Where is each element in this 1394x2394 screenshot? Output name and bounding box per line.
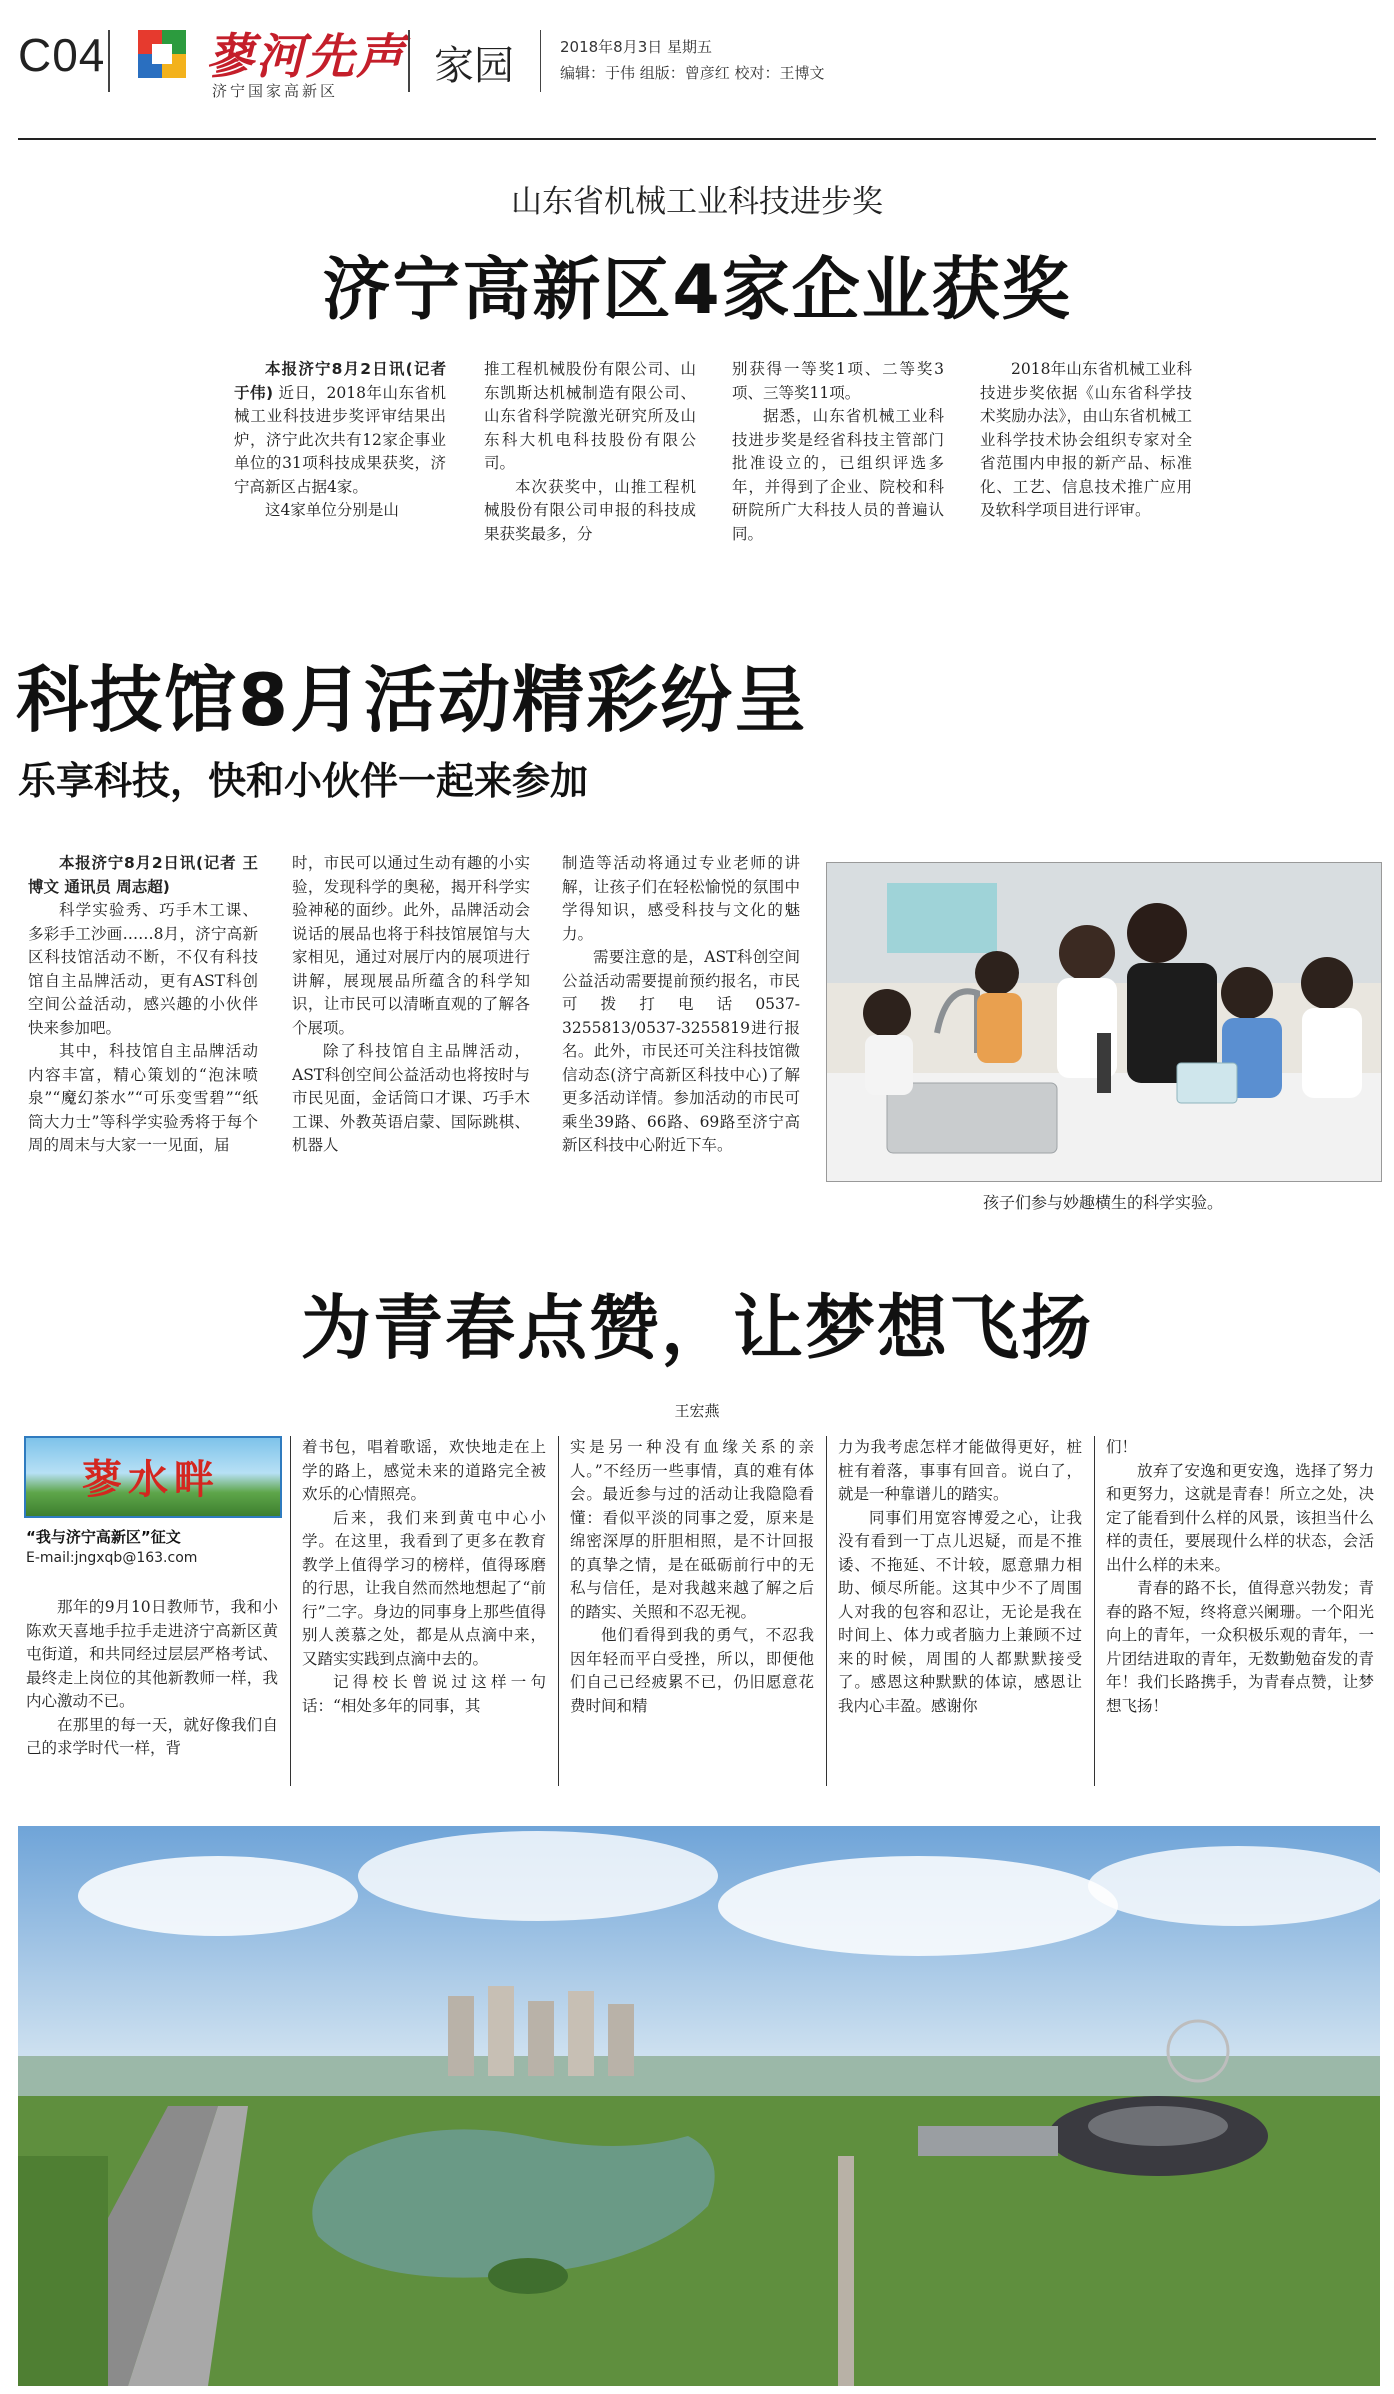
story3-paragraph: 力为我考虑怎样才能做得更好，桩桩有着落，事事有回音。说白了，就是一种靠谱儿的踏实。: [838, 1438, 1082, 1503]
story1-paragraph: 据悉，山东省机械工业科技进步奖是经省科技主管部门批准设立的，已组织评选多年，并得到了企业、院校和科研院所广大科技人员的普遍认同。: [732, 407, 944, 543]
story3-paragraph: 那年的9月10日教师节，我和小陈欢天喜地手拉手走进济宁高新区黄屯街道，和共同经过层层严格考试、最终走上岗位的其他新教师一样，我内心激动不已。: [26, 1598, 278, 1710]
aerial-city-photo: [18, 1826, 1380, 2386]
story1-column-3: [732, 358, 944, 546]
story1-column-4: [980, 358, 1192, 523]
contact-email: E-mail:jngxqb@163.com: [26, 1550, 198, 1566]
story1-lead: 本报济宁8月2日讯(记者 于伟): [234, 360, 446, 402]
story2-column-1: [28, 852, 258, 1158]
story3-paragraph: 他们看得到我的勇气，不忍我因年轻而平白受挫，所以，即便他们自己已经疲累不已，仍旧愿意花费时间和精: [570, 1626, 814, 1715]
story2-column-2: [292, 852, 530, 1158]
column-divider: [290, 1436, 291, 1786]
story2-column-3: [562, 852, 800, 1158]
story1-column-1: [234, 358, 446, 523]
story1-headline: 济宁高新区4家企业获奖: [322, 251, 1072, 330]
newspaper-name: 蓼河先声: [206, 29, 407, 85]
essay-series-label: “我与济宁高新区”征文: [26, 1528, 181, 1546]
column-divider: [1094, 1436, 1095, 1786]
masthead-rule: [18, 138, 1376, 140]
story3-paragraph: 实是另一种没有血缘关系的亲人。”不经历一些事情，真的难有体会。最近参与过的活动让我隐隐看懂：看似平淡的同事之爱，原来是绵密深厚的肝胆相照，是不计回报的真挚之情，是在砥砺前行中的无私与信任，是对我越来越了解之后的踏实、关照和不忍无视。: [570, 1438, 814, 1621]
story3-paragraph: 青春的路不长，值得意兴勃发；青春的路不短，终将意兴阑珊。一个阳光向上的青年，一众积极乐观的青年，一片团结进取的青年，无数勤勉奋发的青年！我们长路携手，为青春点赞，让梦想飞扬！: [1106, 1579, 1374, 1715]
issue-date: 2018年8月3日 星期五: [560, 38, 713, 56]
science-experiment-photo: [826, 862, 1382, 1182]
story2-paragraph: 时，市民可以通过生动有趣的小实验，发现科学的奥秘，揭开科学实验神秘的面纱。此外，品牌活动会说话的展品也将于科技馆展馆与大家相见，通过对展厅内的展项进行讲解，展现展品所蕴含的科学知识，让市民可以清晰直观的了解各个展项。: [292, 854, 530, 1037]
story2-paragraph: 需要注意的是，AST科创空间公益活动需要提前预约报名，市民可拨打电话0537-3255813/0537-3255819进行报名。此外，市民还可关注科技馆微信动态(济宁高新区科技中心)了解更多活动详情。参加活动的市民可乘坐39路、66路、69路至济宁高新区科技中心附近下车。: [562, 948, 800, 1154]
story3-column-5: [1106, 1436, 1374, 1718]
story2-paragraph: 除了科技馆自主品牌活动，AST科创空间公益活动也将按时与市民见面，金话筒口才课、巧手木工课、外教英语启蒙、国际跳棋、机器人: [292, 1042, 530, 1154]
masthead-divider: [540, 30, 541, 92]
story2-headline: 科技馆8月活动精彩纷呈: [16, 658, 809, 742]
story3-paragraph: 放弃了安逸和更安逸，选择了努力和更努力，这就是青春！所立之处，决定了能看到什么样的风景，该担当什么样的责任，要展现什么样的状态，会活出什么样的未来。: [1106, 1461, 1374, 1574]
story2-lead: 本报济宁8月2日讯(记者 王博文 通讯员 周志超): [28, 854, 258, 896]
story2-subhead: 乐享科技，快和小伙伴一起来参加: [18, 759, 589, 803]
story3-headline: 为青春点赞，让梦想飞扬: [301, 1287, 1093, 1369]
story3-paragraph: 记得校长曾说过这样一句话：“相处多年的同事，其: [302, 1673, 546, 1715]
section-name: 家园: [434, 43, 514, 89]
story3-paragraph: 同事们用宽容博爱之心，让我没有看到一丁点儿迟疑，而是不推诿、不拖延、不计较，愿意鼎力相助、倾尽所能。这其中少不了周围人对我的包容和忍让，无论是我在时间上、体力或者脑力上兼顾不过来的时候，周围的人都默默接受了。感恩这种默默的体谅，感恩让我内心丰盈。感谢你: [838, 1508, 1082, 1715]
story3-column-2: [302, 1436, 546, 1718]
story3-column-1: [26, 1596, 278, 1761]
page-number: C04: [18, 29, 106, 81]
column-badge-title: 蓼水畔: [82, 1456, 220, 1503]
story1-text: 近日，2018年山东省机械工业科技进步奖评审结果出炉，济宁此次共有12家企事业单位的31项科技成果获奖，济宁高新区占据4家。: [234, 383, 446, 496]
masthead-divider: [108, 30, 110, 92]
story3-paragraph: 在那里的每一天，就好像我们自己的求学时代一样，背: [26, 1715, 278, 1757]
story1-paragraph: 推工程机械股份有限公司、山东凯斯达机械制造有限公司、山东省科学院激光研究所及山东科大机电科技股份有限公司。: [484, 360, 696, 472]
newspaper-logo-icon: [138, 30, 186, 78]
story1-paragraph: 本次获奖中，山推工程机械股份有限公司申报的科技成果获奖最多，分: [484, 477, 696, 543]
editor-credits: 编辑：于伟 组版：曾彦红 校对：王博文: [560, 64, 825, 82]
story1-paragraph: 2018年山东省机械工业科技进步奖依据《山东省科学技术奖励办法》，由山东省机械工业科学技术协会组织专家对全省范围内申报的新产品、标准化、工艺、信息技术推广应用及软科学项目进行评审。: [980, 360, 1192, 519]
story3-column-3: [570, 1436, 814, 1718]
story3-author: 王宏燕: [674, 1402, 720, 1420]
newspaper-subtitle: 济宁国家高新区: [212, 82, 339, 100]
story3-column-4: [838, 1436, 1082, 1718]
story2-paragraph: 制造等活动将通过专业老师的讲解，让孩子们在轻松愉悦的氛围中学得知识，感受科技与文化的魅力。: [562, 854, 800, 943]
story3-paragraph: 着书包，唱着歌谣，欢快地走在上学的路上，感觉未来的道路完全被欢乐的心情照亮。: [302, 1438, 546, 1503]
story2-paragraph: 科学实验秀、巧手木工课、多彩手工沙画……8月，济宁高新区科技馆活动不断，不仅有科技馆自主品牌活动，更有AST科创空间公益活动，感兴趣的小伙伴快来参加吧。: [28, 901, 258, 1037]
story1-column-2: [484, 358, 696, 546]
masthead-divider: [408, 30, 410, 92]
story2-paragraph: 其中，科技馆自主品牌活动内容丰富，精心策划的“泡沫喷泉”“魔幻茶水”“可乐变雪碧”“纸筒大力士”等科学实验秀将于每个周的周末与大家一一见面，届: [28, 1042, 258, 1154]
story3-paragraph: 们！: [1106, 1438, 1138, 1456]
story1-paragraph: 别获得一等奖1项、二等奖3项、三等奖11项。: [732, 360, 944, 402]
story3-paragraph: 后来，我们来到黄屯中心小学。在这里，我看到了更多在教育教学上值得学习的榜样，值得琢磨的行思，让我自然而然地想起了“前行”二字。身边的同事身上那些值得别人羡慕之处，都是从点滴中来，又踏实实践到点滴中去的。: [302, 1508, 546, 1668]
photo-caption: 孩子们参与妙趣横生的科学实验。: [982, 1193, 1223, 1212]
column-divider: [558, 1436, 559, 1786]
column-divider: [826, 1436, 827, 1786]
story1-kicker: 山东省机械工业科技进步奖: [511, 184, 883, 220]
story1-paragraph: 这4家单位分别是山: [265, 501, 399, 519]
